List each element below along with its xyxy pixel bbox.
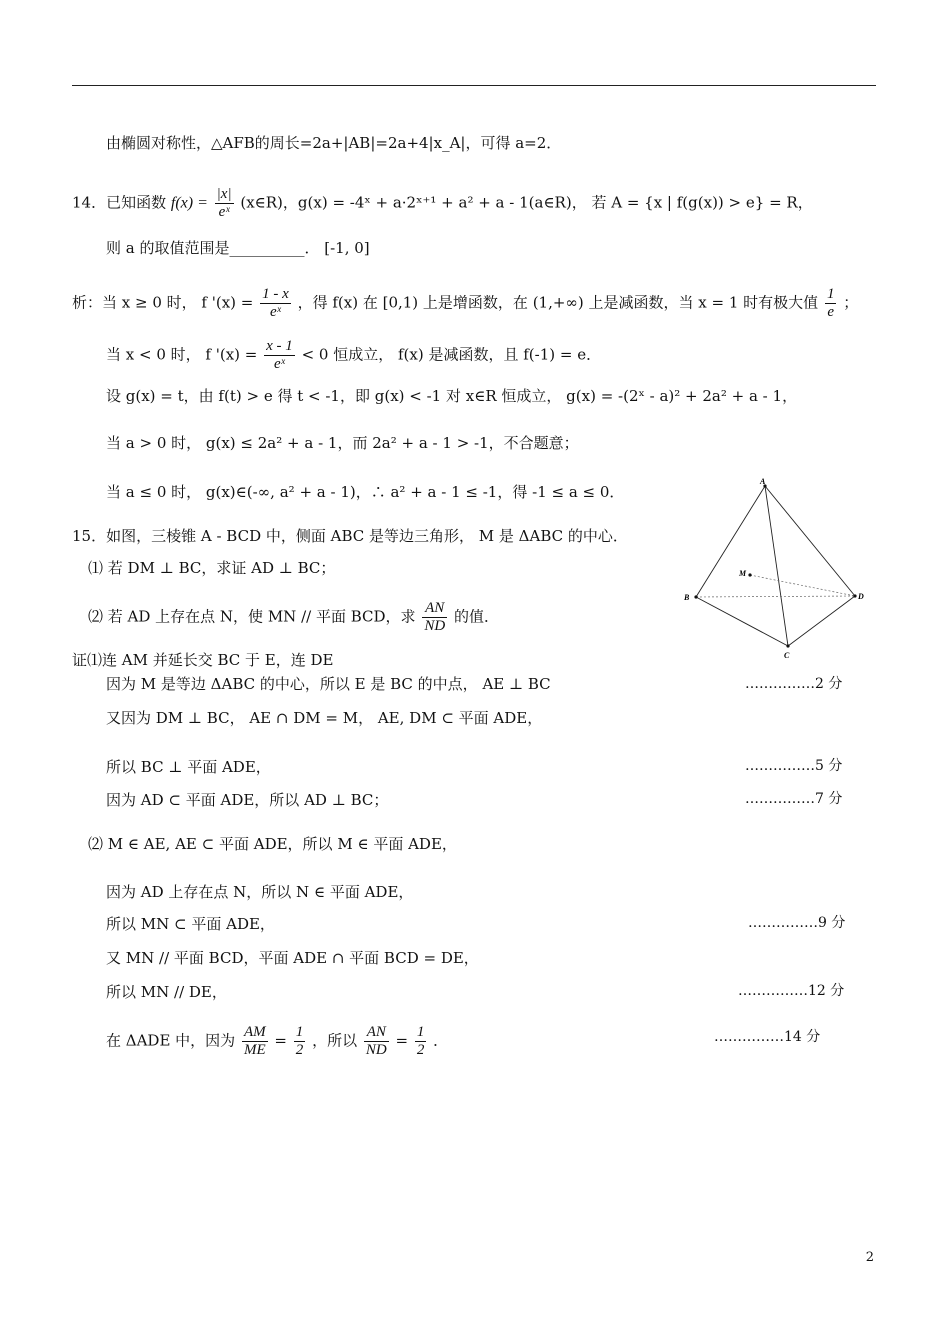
- proof-line-11: [106, 1024, 448, 1059]
- solution-1-fraction: [260, 286, 291, 321]
- proof-line-2: 因为 M 是等边 ΔABC 的中心，所以 E 是 BC 的中点， AE ⊥ BC: [106, 675, 551, 693]
- page-number: 2: [865, 1250, 874, 1265]
- solution-1-fraction-2: [825, 286, 837, 321]
- solution-line-1: [72, 286, 858, 321]
- proof-line-4: 所以 BC ⊥ 平面 ADE，: [106, 758, 271, 776]
- problem-15-part-2-prefix: ⑵ 若 AD 上存在点 N，使 MN // 平面 BCD，求: [88, 607, 416, 626]
- segment-md-hidden: [750, 575, 855, 596]
- fraction-denominator: 2: [416, 1042, 425, 1058]
- fraction-numerator: 1: [416, 1024, 425, 1040]
- score-9: ……………9 分: [748, 915, 846, 931]
- label-a: A: [760, 477, 766, 486]
- problem-14-line-1: [72, 186, 813, 221]
- label-c: C: [784, 651, 790, 660]
- fraction-numerator: 1 - x: [262, 286, 289, 302]
- problem-15-part-1: ⑴ 若 DM ⊥ BC，求证 AD ⊥ BC；: [88, 559, 336, 577]
- proof-line-1: 证⑴连 AM 并延长交 BC 于 E，连 DE: [72, 651, 334, 669]
- solution-1-end: ；: [843, 293, 859, 312]
- solution-2-prefix: 当 x < 0 时， f '(x) =: [106, 345, 258, 364]
- problem-15-part-2-suffix: 的值．: [453, 607, 499, 626]
- solution-line-2: [106, 338, 601, 373]
- proof-11-prefix: 在 ΔADE 中，因为: [106, 1031, 236, 1050]
- problem-15-part-2: [88, 600, 499, 635]
- fraction-numerator: 1: [826, 286, 835, 302]
- solution-line-3: 设 g(x) = t，由 f(t) > e 得 t < -1，即 g(x) < -1 对 x∈R 恒成立， g(x) = -(2ˣ - a)² + 2a² + a - 1，: [106, 387, 798, 405]
- fraction-denominator: 2: [295, 1042, 304, 1058]
- problem-15-fraction: [422, 600, 447, 635]
- fraction-numerator: |x|: [216, 186, 232, 202]
- label-d: D: [858, 592, 864, 601]
- problem-14-fx: f(x) =: [170, 194, 208, 212]
- edge-bc: [696, 597, 788, 646]
- fraction-denominator: ME: [243, 1042, 266, 1058]
- proof-line-10: 所以 MN // DE，: [106, 983, 227, 1001]
- vertex-c: [786, 644, 789, 647]
- vertex-b: [694, 595, 697, 598]
- ratio-an-nd: [364, 1024, 389, 1059]
- solution-2-fraction: [264, 338, 295, 373]
- proof-line-7: 因为 AD 上存在点 N，所以 N ∈ 平面 ADE，: [106, 883, 414, 901]
- fraction-denominator: ND: [365, 1042, 387, 1058]
- edge-ab: [696, 486, 765, 597]
- edge-bd-hidden: [696, 596, 855, 597]
- proof-line-6: ⑵ M ∈ AE, AE ⊂ 平面 ADE，所以 M ∈ 平面 ADE，: [88, 835, 457, 853]
- fraction-denominator: eˣ: [274, 356, 285, 372]
- problem-14-line-2: 则 a 的取值范围是__________． [-1, 0]: [106, 239, 370, 257]
- fraction-numerator: AN: [422, 600, 447, 618]
- proof-line-3: 又因为 DM ⊥ BC， AE ∩ DM = M， AE, DM ⊂ 平面 ADE，: [106, 709, 543, 727]
- fraction-denominator: e: [827, 304, 835, 320]
- solution-1-prefix: 析：当 x ≥ 0 时， f '(x) =: [72, 293, 254, 312]
- solution-line-5: 当 a ≤ 0 时， g(x)∈(-∞, a² + a - 1)，∴ a² + a - 1 ≤ -1，得 -1 ≤ a ≤ 0．: [106, 483, 625, 501]
- header-rule: [72, 85, 876, 86]
- label-b: B: [684, 593, 690, 602]
- score-14: ……………14 分: [714, 1029, 821, 1045]
- proof-11-end: ．: [433, 1031, 449, 1050]
- ratio-one-half-2: [415, 1024, 427, 1059]
- fraction-denominator: eˣ: [218, 204, 230, 220]
- text-line-1: 由椭圆对称性，△AFB的周长=2a+|AB|=2a+4|x_A|，可得 a=2．: [106, 134, 562, 152]
- problem-15-statement: 15．如图，三棱锥 A - BCD 中，侧面 ABC 是等边三角形， M 是 ΔABC 的中心．: [72, 527, 628, 545]
- solution-2-rest: < 0 恒成立， f(x) 是减函数，且 f(-1) = e．: [301, 345, 602, 364]
- problem-14-rest: (x∈R)，g(x) = -4ˣ + a·2ˣ⁺¹ + a² + a - 1(a∈R)， 若 A = {x | f(g(x)) > e} = R，: [240, 193, 813, 212]
- solution-1-middle: ，得 f(x) 在 [0,1) 上是增函数，在 (1,+∞) 上是减函数，当 x = 1 时有极大值: [297, 293, 819, 312]
- fraction-denominator: ND: [424, 618, 446, 634]
- ratio-one-half: [294, 1024, 306, 1059]
- score-7: ……………7 分: [745, 791, 843, 807]
- equals-sign: =: [274, 1031, 287, 1050]
- fraction-numerator: 1: [295, 1024, 304, 1040]
- score-12: ……………12 分: [738, 983, 845, 999]
- fraction-denominator: eˣ: [270, 304, 281, 320]
- equals-sign: =: [395, 1031, 409, 1050]
- proof-line-5: 因为 AD ⊂ 平面 ADE，所以 AD ⊥ BC；: [106, 791, 389, 809]
- fraction-numerator: AN: [364, 1024, 389, 1042]
- solution-line-4: 当 a > 0 时， g(x) ≤ 2a² + a - 1，而 2a² + a - 1 > -1，不合题意；: [106, 434, 579, 452]
- label-m: M: [739, 569, 747, 578]
- fraction-numerator: x - 1: [266, 338, 293, 354]
- problem-14-prefix: 14．已知函数: [72, 193, 167, 212]
- ratio-am-me: [242, 1024, 268, 1059]
- edge-cd: [788, 596, 855, 646]
- problem-14-fraction: [215, 186, 234, 221]
- proof-11-middle: ，所以: [312, 1031, 358, 1050]
- proof-line-8: 所以 MN ⊂ 平面 ADE，: [106, 915, 275, 933]
- proof-line-9: 又 MN // 平面 BCD，平面 ADE ∩ 平面 BCD = DE，: [106, 949, 479, 967]
- tetrahedron-figure: [680, 475, 870, 665]
- score-5: ……………5 分: [745, 758, 843, 774]
- point-m: [748, 573, 751, 576]
- score-2: ……………2 分: [745, 676, 843, 692]
- vertex-d: [853, 594, 856, 597]
- fraction-numerator: AM: [243, 1024, 266, 1040]
